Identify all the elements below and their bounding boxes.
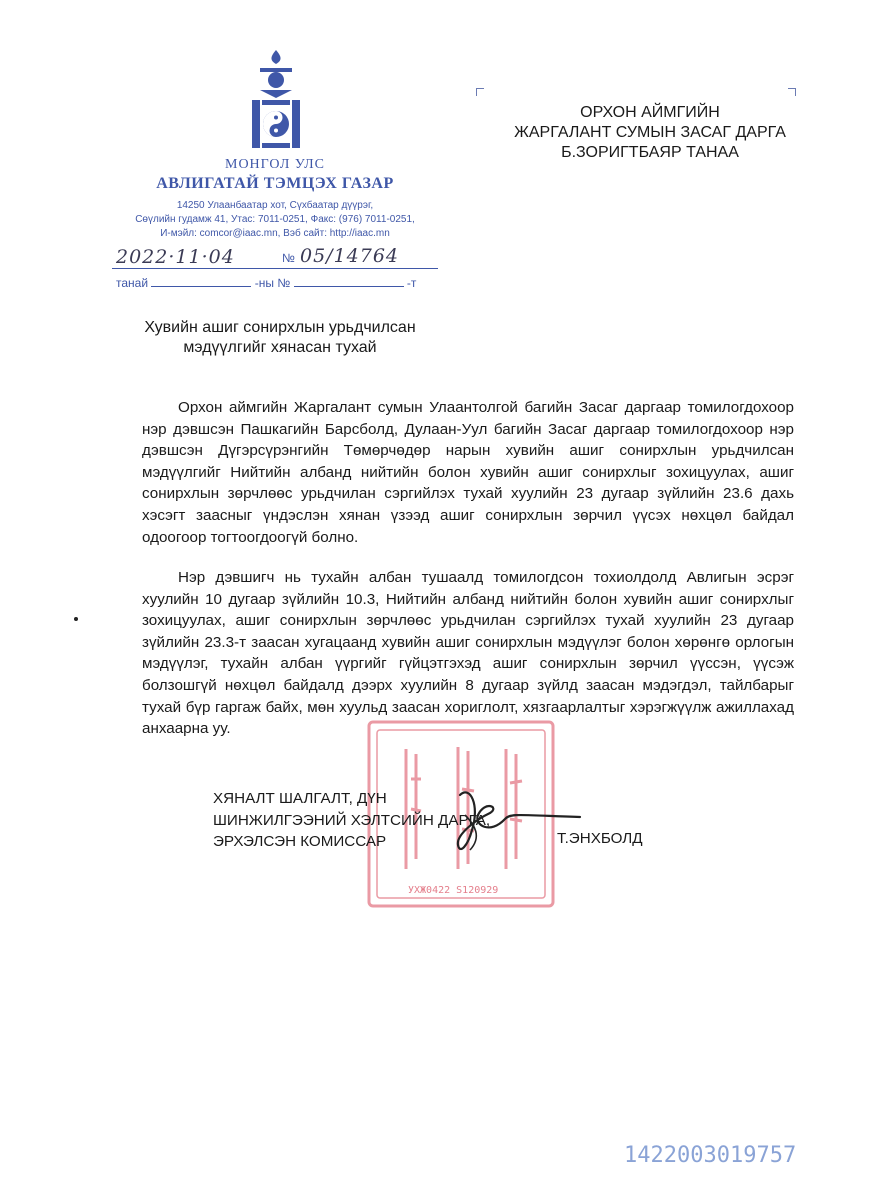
subject-line: Хувийн ашиг сонирхлын урьдчилсан — [144, 319, 416, 336]
scan-speck — [74, 617, 78, 621]
body-paragraph: Орхон аймгийн Жаргалант сумын Улаантолгой багийн Засаг даргаар томилогдохоор нэр дэвшсэн Пашкагийн Барсболд, Дулаан-Уул багийн Засаг даргаар томилогдохоор нэр дэвшсэн Дүгэрсүрэнгийн Төмөрчөдөр нарын хувийн ашиг сонирхлын урьдчилсан мэдүүлгийг Нийтийн албанд нийтийн болон хувийн ашиг сонирхлыг зохицуулах, ашиг сонирхлын зөрчлөөс урьдчилан сэргийлэх тухай хуулийн 23 дугаар зүйлийн 23.6 дахь хэсэгт заасныг үндэслэн хянан үзээд ашиг сонирхлын зөрчил үүсэх нөхцөл байдал одоогоор тогтоогдоогүй болно. — [142, 399, 794, 546]
letterhead-organization: АВЛИГАТАЙ ТЭМЦЭХ ГАЗАР — [156, 175, 394, 192]
stamp-serial: УХЖ0422 S120929 — [408, 885, 499, 896]
addressee-block — [480, 103, 820, 163]
reply-reference-line — [116, 276, 416, 290]
reply-number-label: -ны № — [254, 276, 291, 290]
letterhead-address-line: Сөүлийн гудамж 41, Утас: 7011-0251, Факс: (976) 7011-0251, — [135, 214, 415, 225]
handwritten-date: 2022·11·04 — [116, 246, 235, 268]
addressee-line: ЖАРГАЛАНТ СУМЫН ЗАСАГ ДАРГА — [514, 124, 786, 141]
soyombo-emblem-icon — [246, 48, 306, 158]
reply-prefix: танай — [116, 276, 149, 290]
reference-underline — [112, 268, 438, 269]
addressee-line: Б.ЗОРИГТБАЯР ТАНАА — [561, 144, 739, 161]
document-tracking-number: 1422003019757 — [624, 1143, 797, 1168]
reply-suffix: -т — [406, 276, 417, 290]
signer-title-line: ХЯНАЛТ ШАЛГАЛТ, ДҮН — [213, 790, 387, 807]
body-paragraph: Нэр дэвшигч нь тухайн албан тушаалд томилогдсон тохиолдолд Авлигын эсрэг хуулийн 10 дугаар зүйлийн 10.3, Нийтийн албанд нийтийн болон хувийн ашиг сонирхлыг зохицуулах, ашиг сонирхлын зөрчлөөс урьдчилан сэргийлэх тухай хуулийн 23 дугаар зүйлийн 23.3-т заасан хугацаанд хувийн ашиг сонирхлын мэдүүлэг болон хөрөнгө орлогын мэдүүлэг, тухайн албан үүргийг гүйцэтгэхэд ашиг сонирхлын зөрчил үүссэн, үүсэж болзошгүй нөхцөл байдалд дээрх хуулийн 8 дугаар зүйлд заасан мэдэгдэл, тайлбарыг тухай бүр гаргаж байх, мөн хуульд заасан хориглолт, хязгаарлалтыг хэрэгжүүлж ажиллахад анхаарна уу. — [142, 569, 794, 738]
signer-title-line: ЭРХЭЛСЭН КОМИССАР — [213, 833, 387, 851]
signer-name: Т.ЭНХБОЛД — [557, 830, 643, 847]
handwritten-signature — [430, 775, 590, 865]
reference-number-label: № — [282, 251, 295, 265]
letter-subject — [120, 318, 440, 358]
reply-number-blank — [294, 286, 404, 287]
subject-line: мэдүүлгийг хянасан тухай — [183, 339, 377, 356]
signer-title-line: ШИНЖИЛГЭЭНИЙ ХЭЛТСИЙН ДАРГА, — [213, 811, 491, 829]
letterhead-country: МОНГОЛ УЛС — [225, 157, 325, 172]
letterhead-contact-line: И-мэйл: comcor@iaac.mn, Вэб сайт: http://iaac.mn — [160, 228, 390, 239]
handwritten-reference-number: 05/14764 — [300, 245, 400, 267]
addressee-line: ОРХОН АЙМГИЙН — [580, 104, 720, 121]
addressee-corner-mark — [788, 88, 796, 96]
reply-date-blank — [151, 286, 251, 287]
addressee-corner-mark — [476, 88, 484, 96]
letterhead-address-line: 14250 Улаанбаатар хот, Сүхбаатар дүүрэг, — [176, 200, 374, 211]
